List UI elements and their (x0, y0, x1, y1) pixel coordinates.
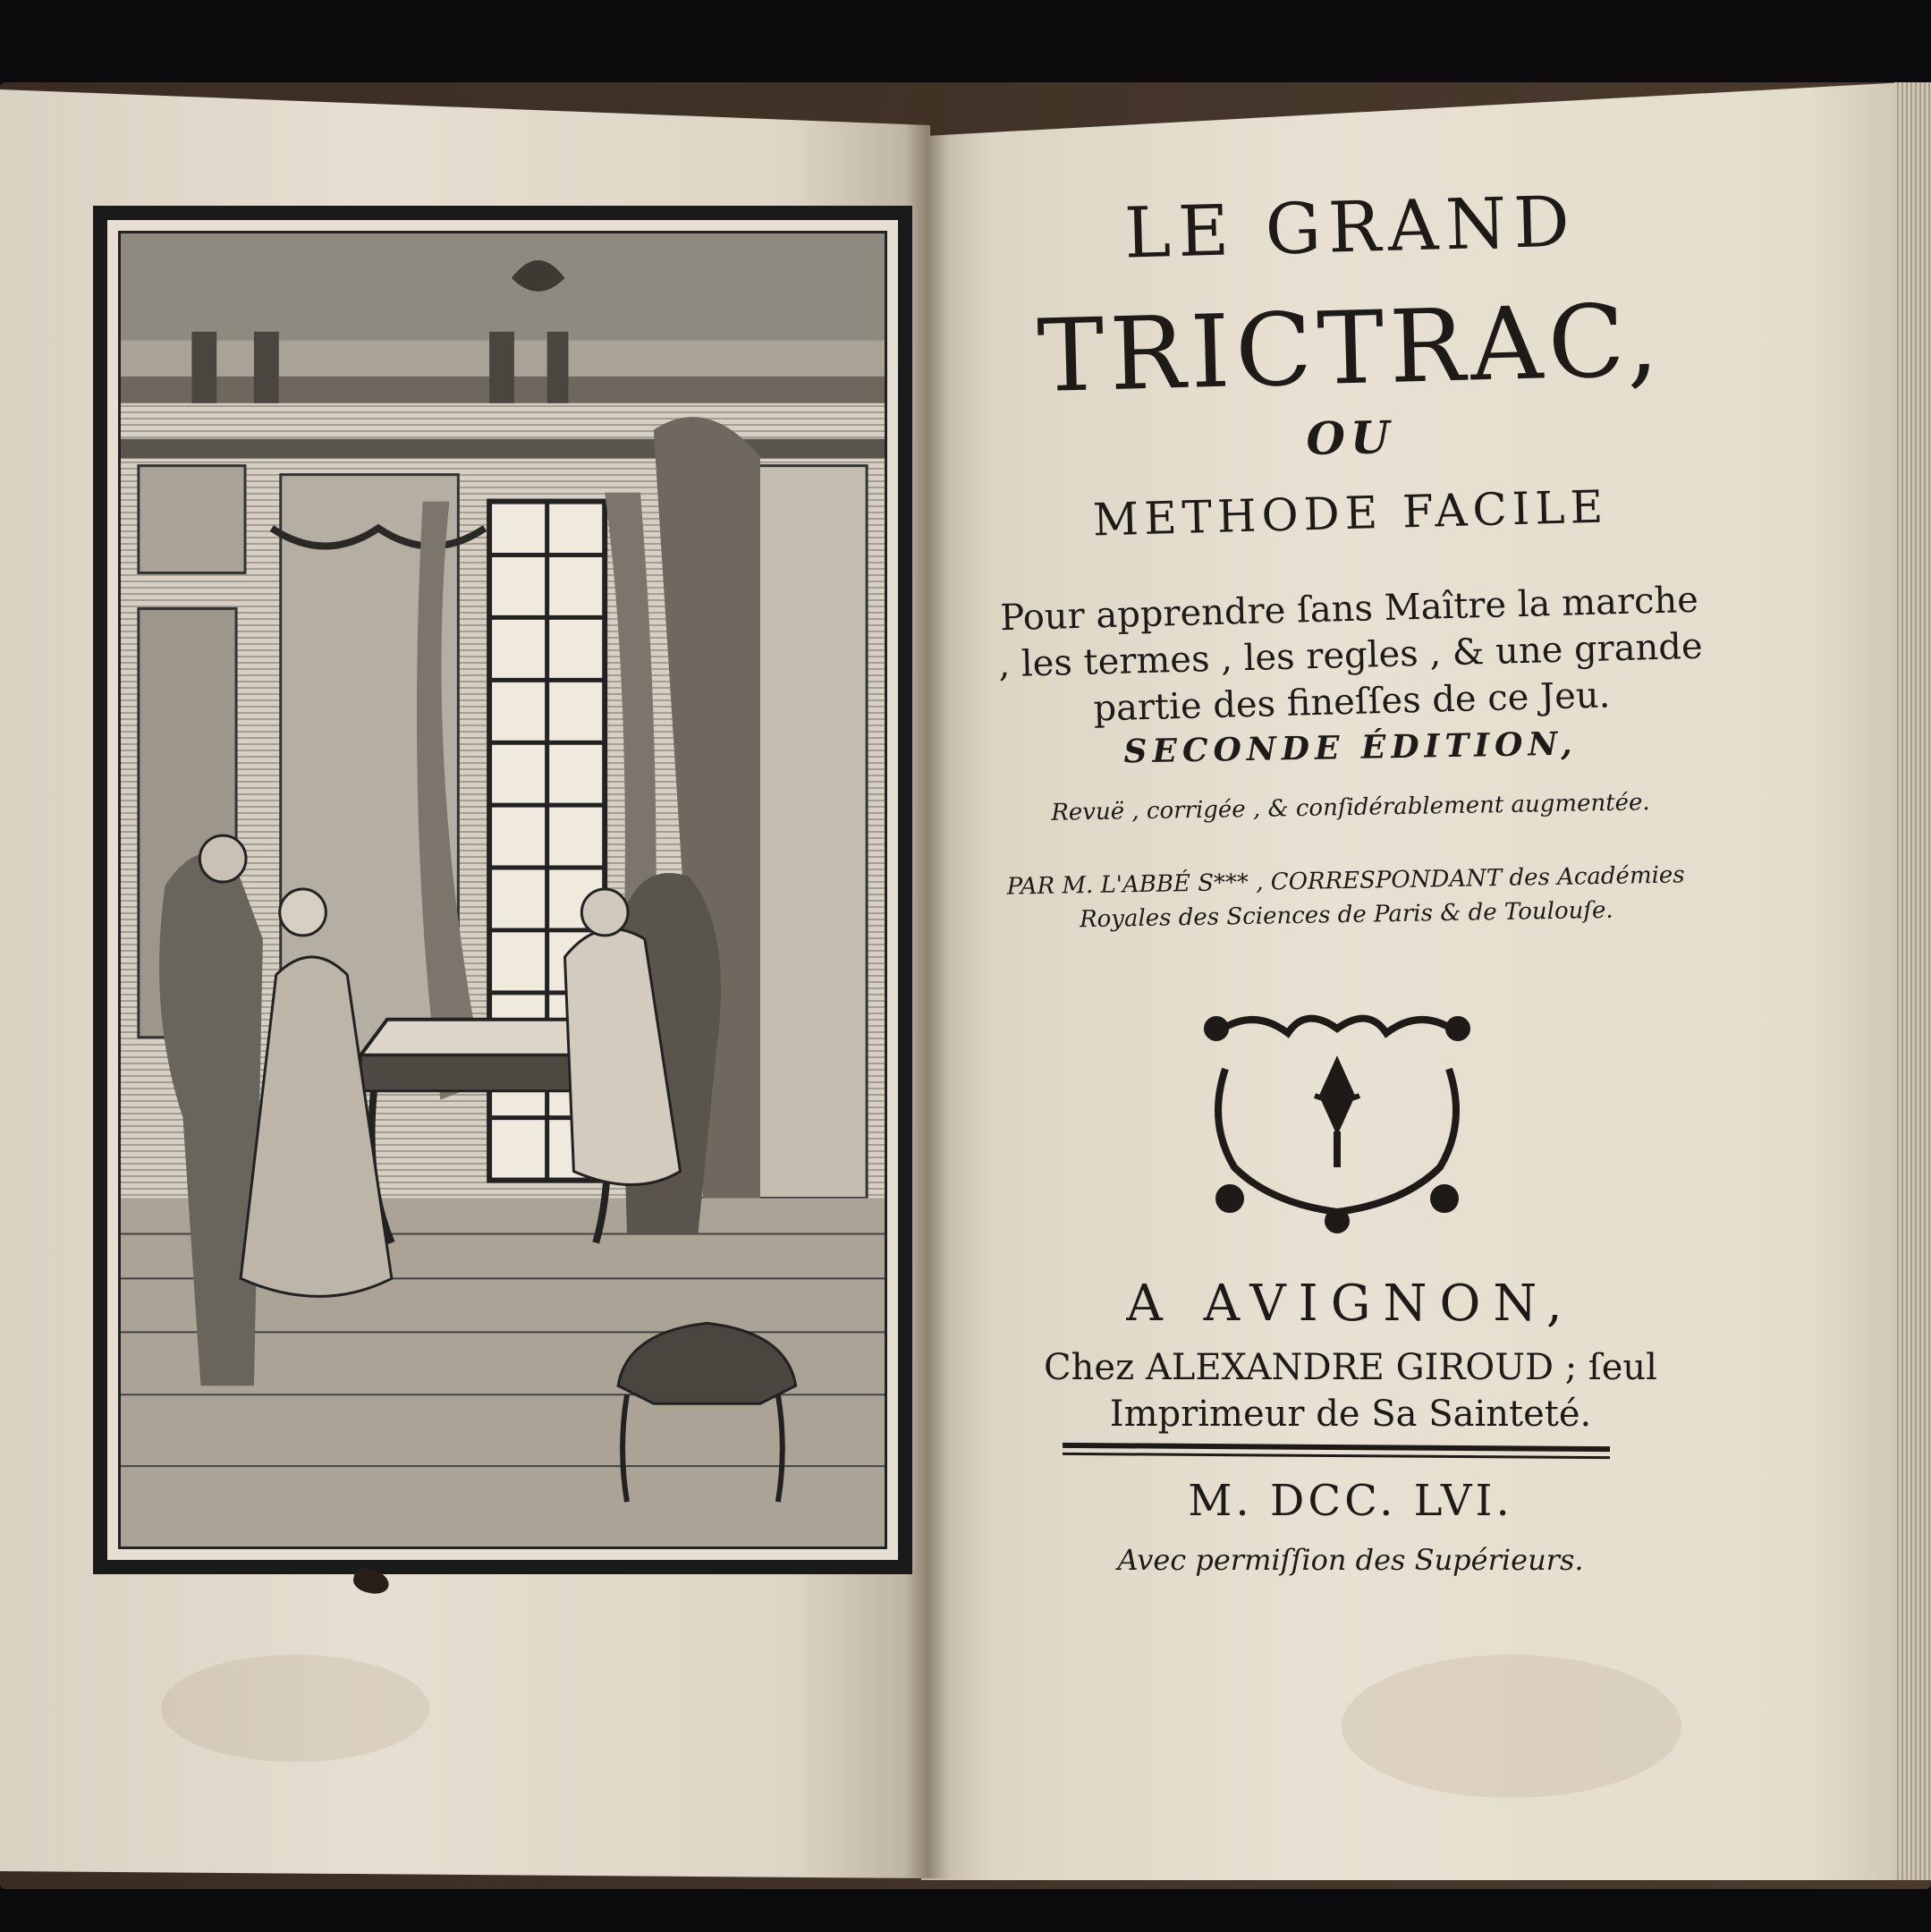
revision-note: Revuë , corrigée , & conſidérablement augmentée. (1051, 789, 1650, 826)
frontispiece-engraving (93, 206, 912, 1574)
imprint-year: M. DCC. LVI. (1188, 1476, 1513, 1526)
title-ou: OU (1305, 411, 1396, 465)
author-line: PAR M. L'ABBÉ S*** , CORRESPONDANT des Académies Royales des Sciences de Paris & de Toulouſe. (1006, 861, 1685, 934)
imprint-place: A AVIGNON, (1126, 1275, 1575, 1333)
subtitle: METHODE FACILE (1092, 480, 1609, 547)
printers-ornament (1198, 1006, 1476, 1239)
description: Pour apprendre ſans Maître la marche , les termes , les regles , & une grande partie des fineſſes de ce Jeu. (997, 579, 1704, 730)
engraving-scene (118, 231, 887, 1549)
title-main: TRICTRAC, (1036, 282, 1665, 416)
permission-note: Avec permiſſion des Supérieurs. (1117, 1543, 1584, 1577)
imprint-printer: Chez ALEXANDRE GIROUD ; ſeul Imprimeur de Sa Sainteté. (1044, 1347, 1657, 1435)
page-edges (1894, 82, 1931, 1880)
edition: SECONDE ÉDITION, (1123, 724, 1578, 771)
title-line-1: LE GRAND (1123, 182, 1578, 275)
